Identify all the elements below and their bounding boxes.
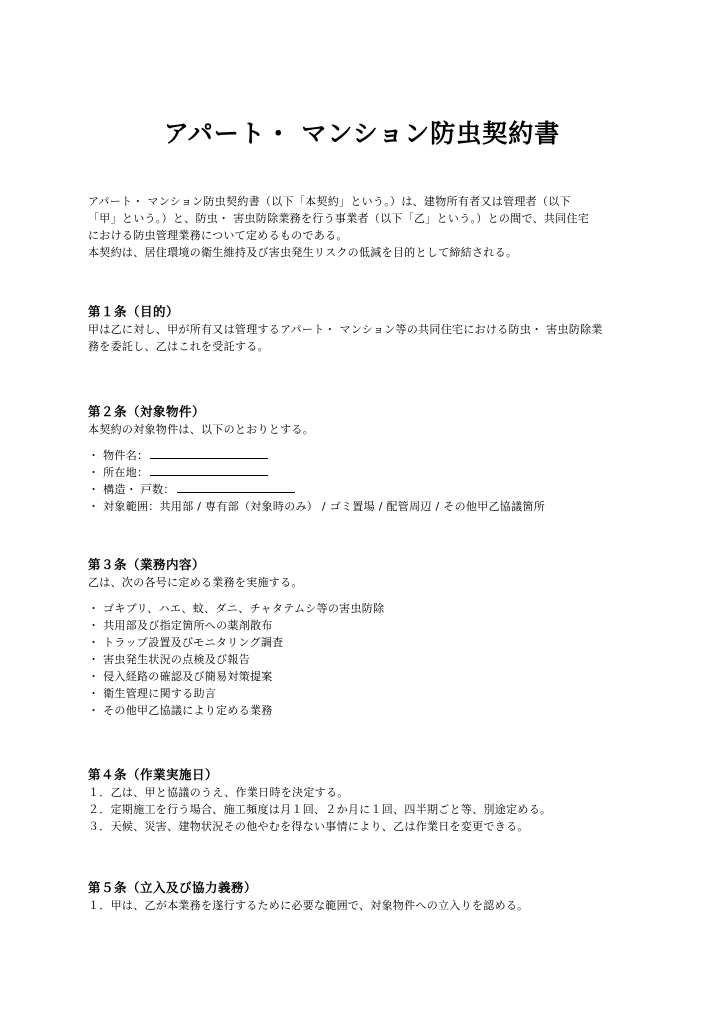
list-item: １．甲は、乙が本業務を遂行するために必要な範囲で、対象物件への立入りを認める。 [88,899,529,912]
list-item: １．乙は、甲と協議のうえ、作業日時を決定する。 [88,786,349,799]
list-item: ・ 共用部及び指定箇所への薬剤散布 [88,619,273,632]
address-blank [150,464,268,476]
article-5-section [88,879,648,914]
article-4-heading: 第４条（作業実施日） [88,767,219,782]
list-item: ３．天候、災害、建物状況その他やむを得ない事情により、乙は作業日を変更できる。 [88,820,529,833]
address-label: ・ 所在地： [88,466,149,479]
article-1-line: 甲は乙に対し、甲が所有又は管理するアパート・ マンション等の共同住宅における防虫・ 害虫防除業 [88,323,603,336]
intro-section [88,193,648,261]
list-item: ・ 侵入経路の確認及び簡易対策提案 [88,670,273,683]
list-item: ・ ゴキブリ、ハエ、蚊、ダニ、チャタテムシ等の害虫防除 [88,602,385,615]
property-name-blank [150,447,268,459]
list-item [88,447,648,464]
article-2-lead: 本契約の対象物件は、以下のとおりとする。 [88,423,314,436]
article-1-section [88,303,648,355]
list-item: ・ 対象範囲：共用部 / 専有部（対象時のみ） / ゴミ置場 / 配管周辺 / その他甲乙協議箇所 [88,500,545,513]
article-3-section [88,556,648,719]
property-name-label: ・ 物件名： [88,449,149,462]
list-item: ・ トラップ設置及びモニタリング調査 [88,636,284,649]
list-item: ・ その他甲乙協議により定める業務 [88,704,273,717]
article-1-line: 務を委託し、乙はこれを受託する。 [88,340,269,353]
article-2-heading: 第２条（対象物件） [88,404,206,419]
list-item: ２．定期施工を行う場合、施工頻度は月１回、２か月に１回、四半期ごと等、別途定める。 [88,803,552,816]
intro-line: アパート・ マンション防虫契約書（以下「本契約」という。）は、建物所有者又は管理者（以下 [88,195,571,208]
intro-line: における防虫管理業務について定めるものである。 [88,229,348,242]
intro-line: 「甲」という。）と、防虫・ 害虫防除業務を行う事業者（以下「乙」という。）との間で、共同住宅 [88,212,590,225]
structure-units-label: ・ 構造・ 戸数： [88,483,175,496]
article-2-section [88,403,648,515]
document-title: アパート・ マンション防虫契約書 [163,119,561,148]
list-item [88,481,648,498]
article-1-heading: 第１条（目的） [88,304,180,319]
article-5-heading: 第５条（立入及び協力義務） [88,880,258,895]
article-3-lead: 乙は、次の各号に定める業務を実施する。 [88,576,303,589]
list-item: ・ 衛生管理に関する助言 [88,687,217,700]
article-4-section [88,766,648,835]
list-item [88,464,648,481]
intro-line: 本契約は、居住環境の衛生維持及び害虫発生リスクの低減を目的として締結される。 [88,246,518,259]
list-item: ・ 害虫発生状況の点検及び報告 [88,653,250,666]
structure-units-blank [177,481,295,493]
article-3-heading: 第３条（業務内容） [88,557,206,572]
